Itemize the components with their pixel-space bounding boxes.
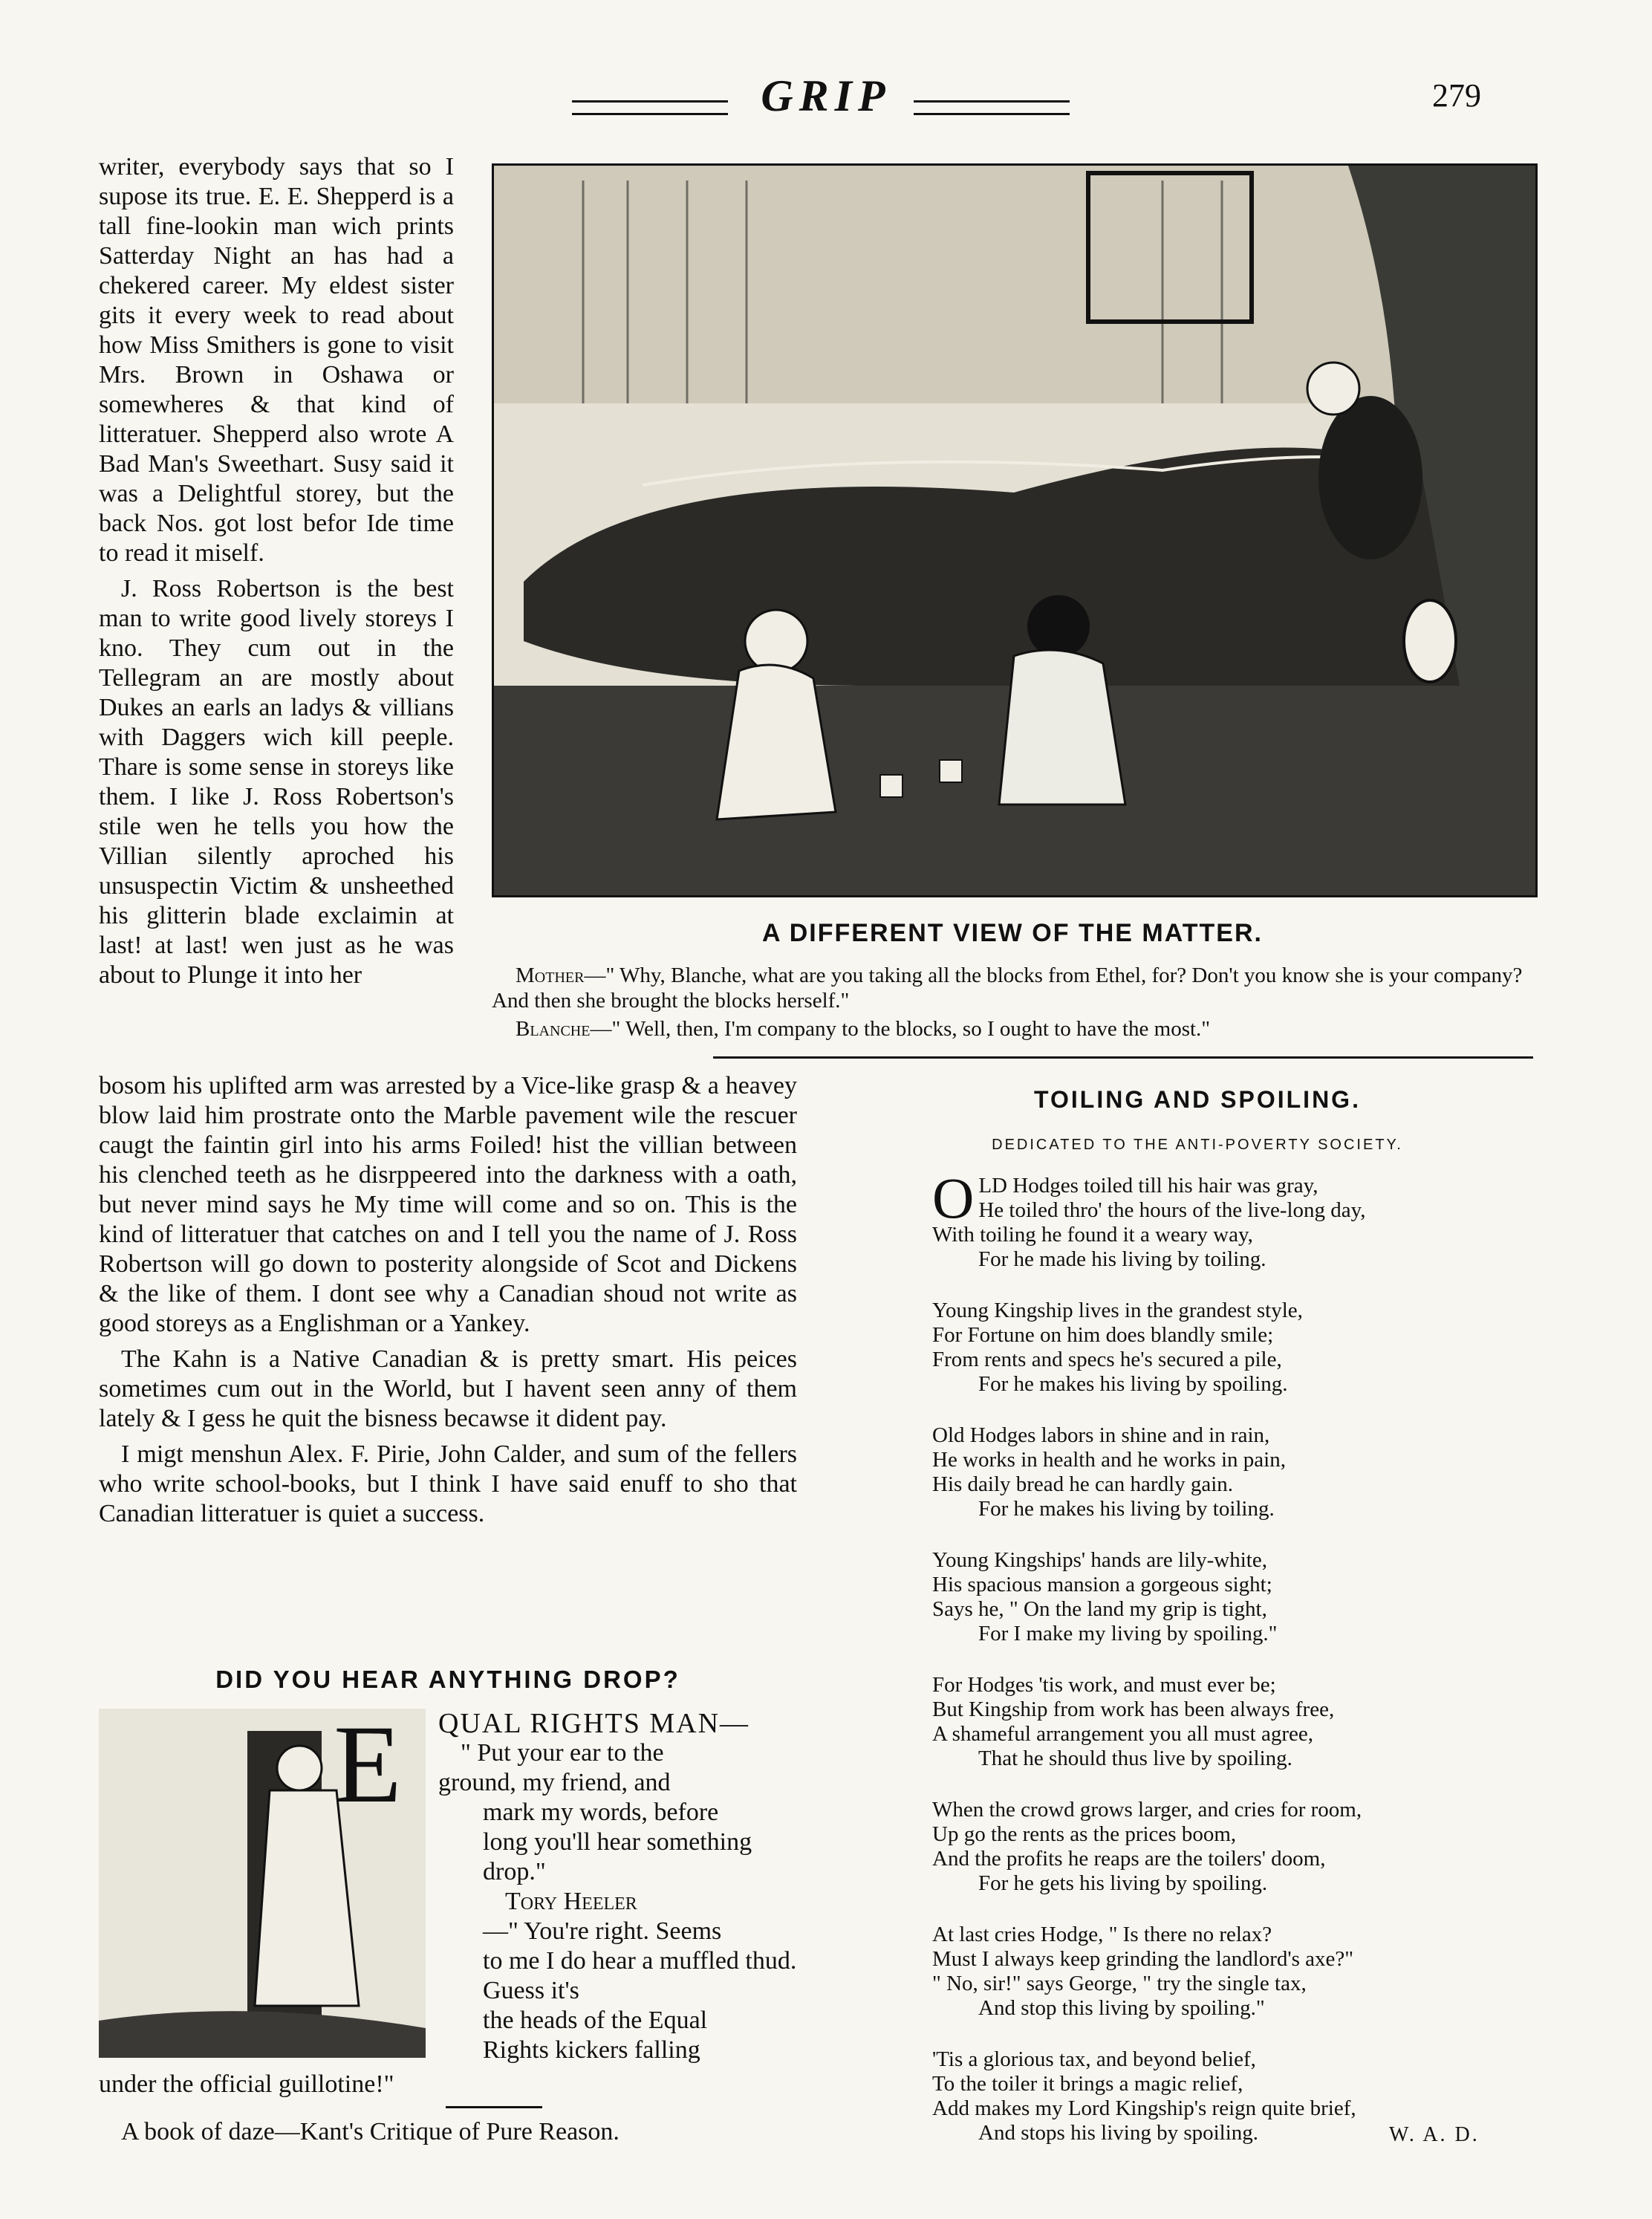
- poem-title: TOILING AND SPOILING.: [1034, 1086, 1361, 1113]
- poem-line: To the toiler it brings a magic relief,: [932, 2072, 1243, 2096]
- drop-line: QUAL RIGHTS MAN—: [438, 1708, 750, 1739]
- drop-cap-e: E: [334, 1703, 402, 1826]
- speaker-name: Mother: [516, 964, 585, 987]
- divider: [446, 2106, 542, 2108]
- left-column: [99, 152, 454, 996]
- drop-line: Rights kickers falling: [483, 2036, 700, 2064]
- poem-line: But Kingship from work has been always free,: [932, 1697, 1335, 1721]
- drop-line: mark my words, before: [483, 1799, 719, 1826]
- drop-last-line: under the official guillotine!": [99, 2070, 394, 2098]
- poem-line: He toiled thro' the hours of the live-long day,: [978, 1198, 1366, 1222]
- masthead-rule-right: [914, 100, 1070, 115]
- poem-stanza: [932, 1166, 1556, 1272]
- page-number: 279: [1432, 77, 1481, 114]
- speaker-text: —" Well, then, I'm company to the blocks, so I ought to have the most.": [590, 1017, 1211, 1041]
- masthead-title: GRIP: [761, 71, 891, 120]
- caption-line-blanche: [492, 1016, 1533, 1042]
- poem-line: Young Kingships' hands are lily-white,: [932, 1548, 1267, 1572]
- cartoon-illustration: [492, 163, 1538, 897]
- paragraph: J. Ross Robertson is the best man to write good lively storeys I kno. They cum out in the Tellegram an are mostly about Dukes an earls an ladys & villians with Daggers wich kill peeple. Thare is some sense in storeys like them. I like J. Ross Robertson's stile wen he tells you how the Villian silently aproched his unsuspectin Victim & unsheethed his glitterin blade exclaimin at last! at last! wen just as he was about to Plunge it into her: [99, 575, 454, 989]
- poem-line: Says he, " On the land my grip is tight,: [932, 1597, 1267, 1621]
- poem-line: Up go the rents as the prices boom,: [932, 1822, 1237, 1846]
- poem-line: With toiling he found it a weary way,: [932, 1223, 1253, 1247]
- drop-section-text: [438, 1709, 797, 2065]
- caption-line-mother: [492, 963, 1533, 1013]
- speaker-name: Tory Heeler: [505, 1888, 637, 1915]
- poem-stanza: [932, 1673, 1556, 1771]
- poem-line: " No, sir!" says George, " try the single tax,: [932, 1972, 1307, 1995]
- poem-line: That he should thus live by spoiling.: [978, 1747, 1292, 1770]
- speaker-name: Blanche: [516, 1017, 591, 1041]
- poem-line: And stop this living by spoiling.": [978, 1996, 1265, 2020]
- poem-line: Add makes my Lord Kingship's reign quite brief,: [932, 2096, 1356, 2120]
- poem-line: Must I always keep grinding the landlord's axe?": [932, 1947, 1354, 1971]
- poem-line: For he makes his living by toiling.: [978, 1497, 1275, 1521]
- cartoon-title: A DIFFERENT VIEW OF THE MATTER.: [762, 919, 1263, 947]
- poem-line: At last cries Hodge, " Is there no relax?: [932, 1923, 1272, 1946]
- poem-body: [932, 1166, 1556, 2172]
- drop-line: —" You're right. Seems: [483, 1917, 722, 1945]
- drop-line: ground, my friend, and: [438, 1769, 671, 1796]
- paragraph: writer, everybody says that so I supose its true. E. E. Shepperd is a tall fine-lookin man wich prints Satterday Night an has had a chekered career. My eldest sister gits it every week to read about how Miss Smithers is gone to visit Mrs. Brown in Oshawa or somewheres & that kind of litteratuer. Shepperd also wrote A Bad Man's Sweethart. Susy said it was a Delightful storey, but the back Nos. got lost befor Ide time to read it miself.: [99, 153, 454, 567]
- poem-line: A shameful arrangement you all must agree,: [932, 1722, 1313, 1746]
- poem-line: For he gets his living by spoiling.: [978, 1871, 1268, 1895]
- poem-line: His spacious mansion a gorgeous sight;: [932, 1573, 1272, 1596]
- poem-dedication: DEDICATED TO THE ANTI-POVERTY SOCIETY.: [992, 1137, 1403, 1153]
- poem-line: For he makes his living by spoiling.: [978, 1372, 1288, 1396]
- poem-line: He works in health and he works in pain,: [932, 1448, 1286, 1472]
- poem-line: For he made his living by toiling.: [978, 1247, 1266, 1271]
- illustration-drawing: [494, 166, 1535, 895]
- footer-quip: A book of daze—Kant's Critique of Pure Reason.: [121, 2118, 620, 2145]
- poem-line: For Fortune on him does blandly smile;: [932, 1323, 1274, 1347]
- poem-line: For I make my living by spoiling.": [978, 1622, 1278, 1645]
- poem-stanza: [932, 1423, 1556, 1521]
- paragraph: bosom his uplifted arm was arrested by a Vice-like grasp & a heavey blow laid him prostrate onto the Marble pavement wile the rescuer caugt the faintin girl into his arms Foiled! hist the villian between his clenched teeth as he disrppeered into the darkness with a oath, but never mind says he My time will come and so on. This is the kind of litteratuer that catches on and I tell you the name of J. Ross Robertson will go down to posterity alongside of Scot and Dickens & the like of them. I dont see why a Canadian shoud not write as good storeys as a Englishman or a Yankey.: [99, 1072, 797, 1337]
- poem-line: And stops his living by spoiling.: [978, 2121, 1259, 2145]
- poem-signature: W. A. D.: [1389, 2123, 1480, 2146]
- paragraph: I migt menshun Alex. F. Pirie, John Calder, and sum of the fellers who write school-books, but I think I have said enuff to sho that Canadian litteratuer is quiet a success.: [99, 1440, 797, 1527]
- cartoon-caption: [492, 963, 1533, 1042]
- poem-stanza: [932, 1299, 1556, 1397]
- drop-line: the heads of the Equal: [483, 2007, 708, 2034]
- drop-line: " Put your ear to the: [461, 1739, 664, 1767]
- poem-line: His daily bread he can hardly gain.: [932, 1472, 1234, 1496]
- drop-line: to me I do hear a muffled thud. Guess it's: [483, 1947, 797, 2004]
- poem-line: When the crowd grows larger, and cries for room,: [932, 1798, 1362, 1822]
- poem-stanza: [932, 1923, 1556, 2021]
- drop-section-title: DID YOU HEAR ANYTHING DROP?: [215, 1666, 680, 1693]
- poem-line: From rents and specs he's secured a pile,: [932, 1348, 1282, 1371]
- poem-line: For Hodges 'tis work, and must ever be;: [932, 1673, 1276, 1697]
- poem-line: LD Hodges toiled till his hair was gray,: [978, 1174, 1318, 1198]
- poem-line: And the profits he reaps are the toilers' doom,: [932, 1847, 1326, 1871]
- poem-stanza: [932, 1798, 1556, 1896]
- drop-line: [438, 1887, 797, 1917]
- drop-line: long you'll hear something drop.": [483, 1828, 752, 1885]
- poem-line: 'Tis a glorious tax, and beyond belief,: [932, 2047, 1256, 2071]
- poem-line: Young Kingship lives in the grandest style,: [932, 1299, 1303, 1322]
- left-article-continued: [99, 1071, 797, 1535]
- masthead: [0, 71, 1652, 137]
- poem-drop-cap: O: [932, 1166, 975, 1230]
- speaker-text: —" Why, Blanche, what are you taking all the blocks from Ethel, for? Don't you know she is your company? And then she brought the blocks herself.": [492, 964, 1523, 1013]
- poem-stanza: [932, 1548, 1556, 1646]
- poem-line: Old Hodges labors in shine and in rain,: [932, 1423, 1270, 1447]
- divider: [713, 1056, 1533, 1059]
- paragraph: The Kahn is a Native Canadian & is pretty smart. His peices sometimes cum out in the World, but I havent seen anny of them lately & I gess he quit the bisness becawse it dident pay.: [99, 1345, 797, 1432]
